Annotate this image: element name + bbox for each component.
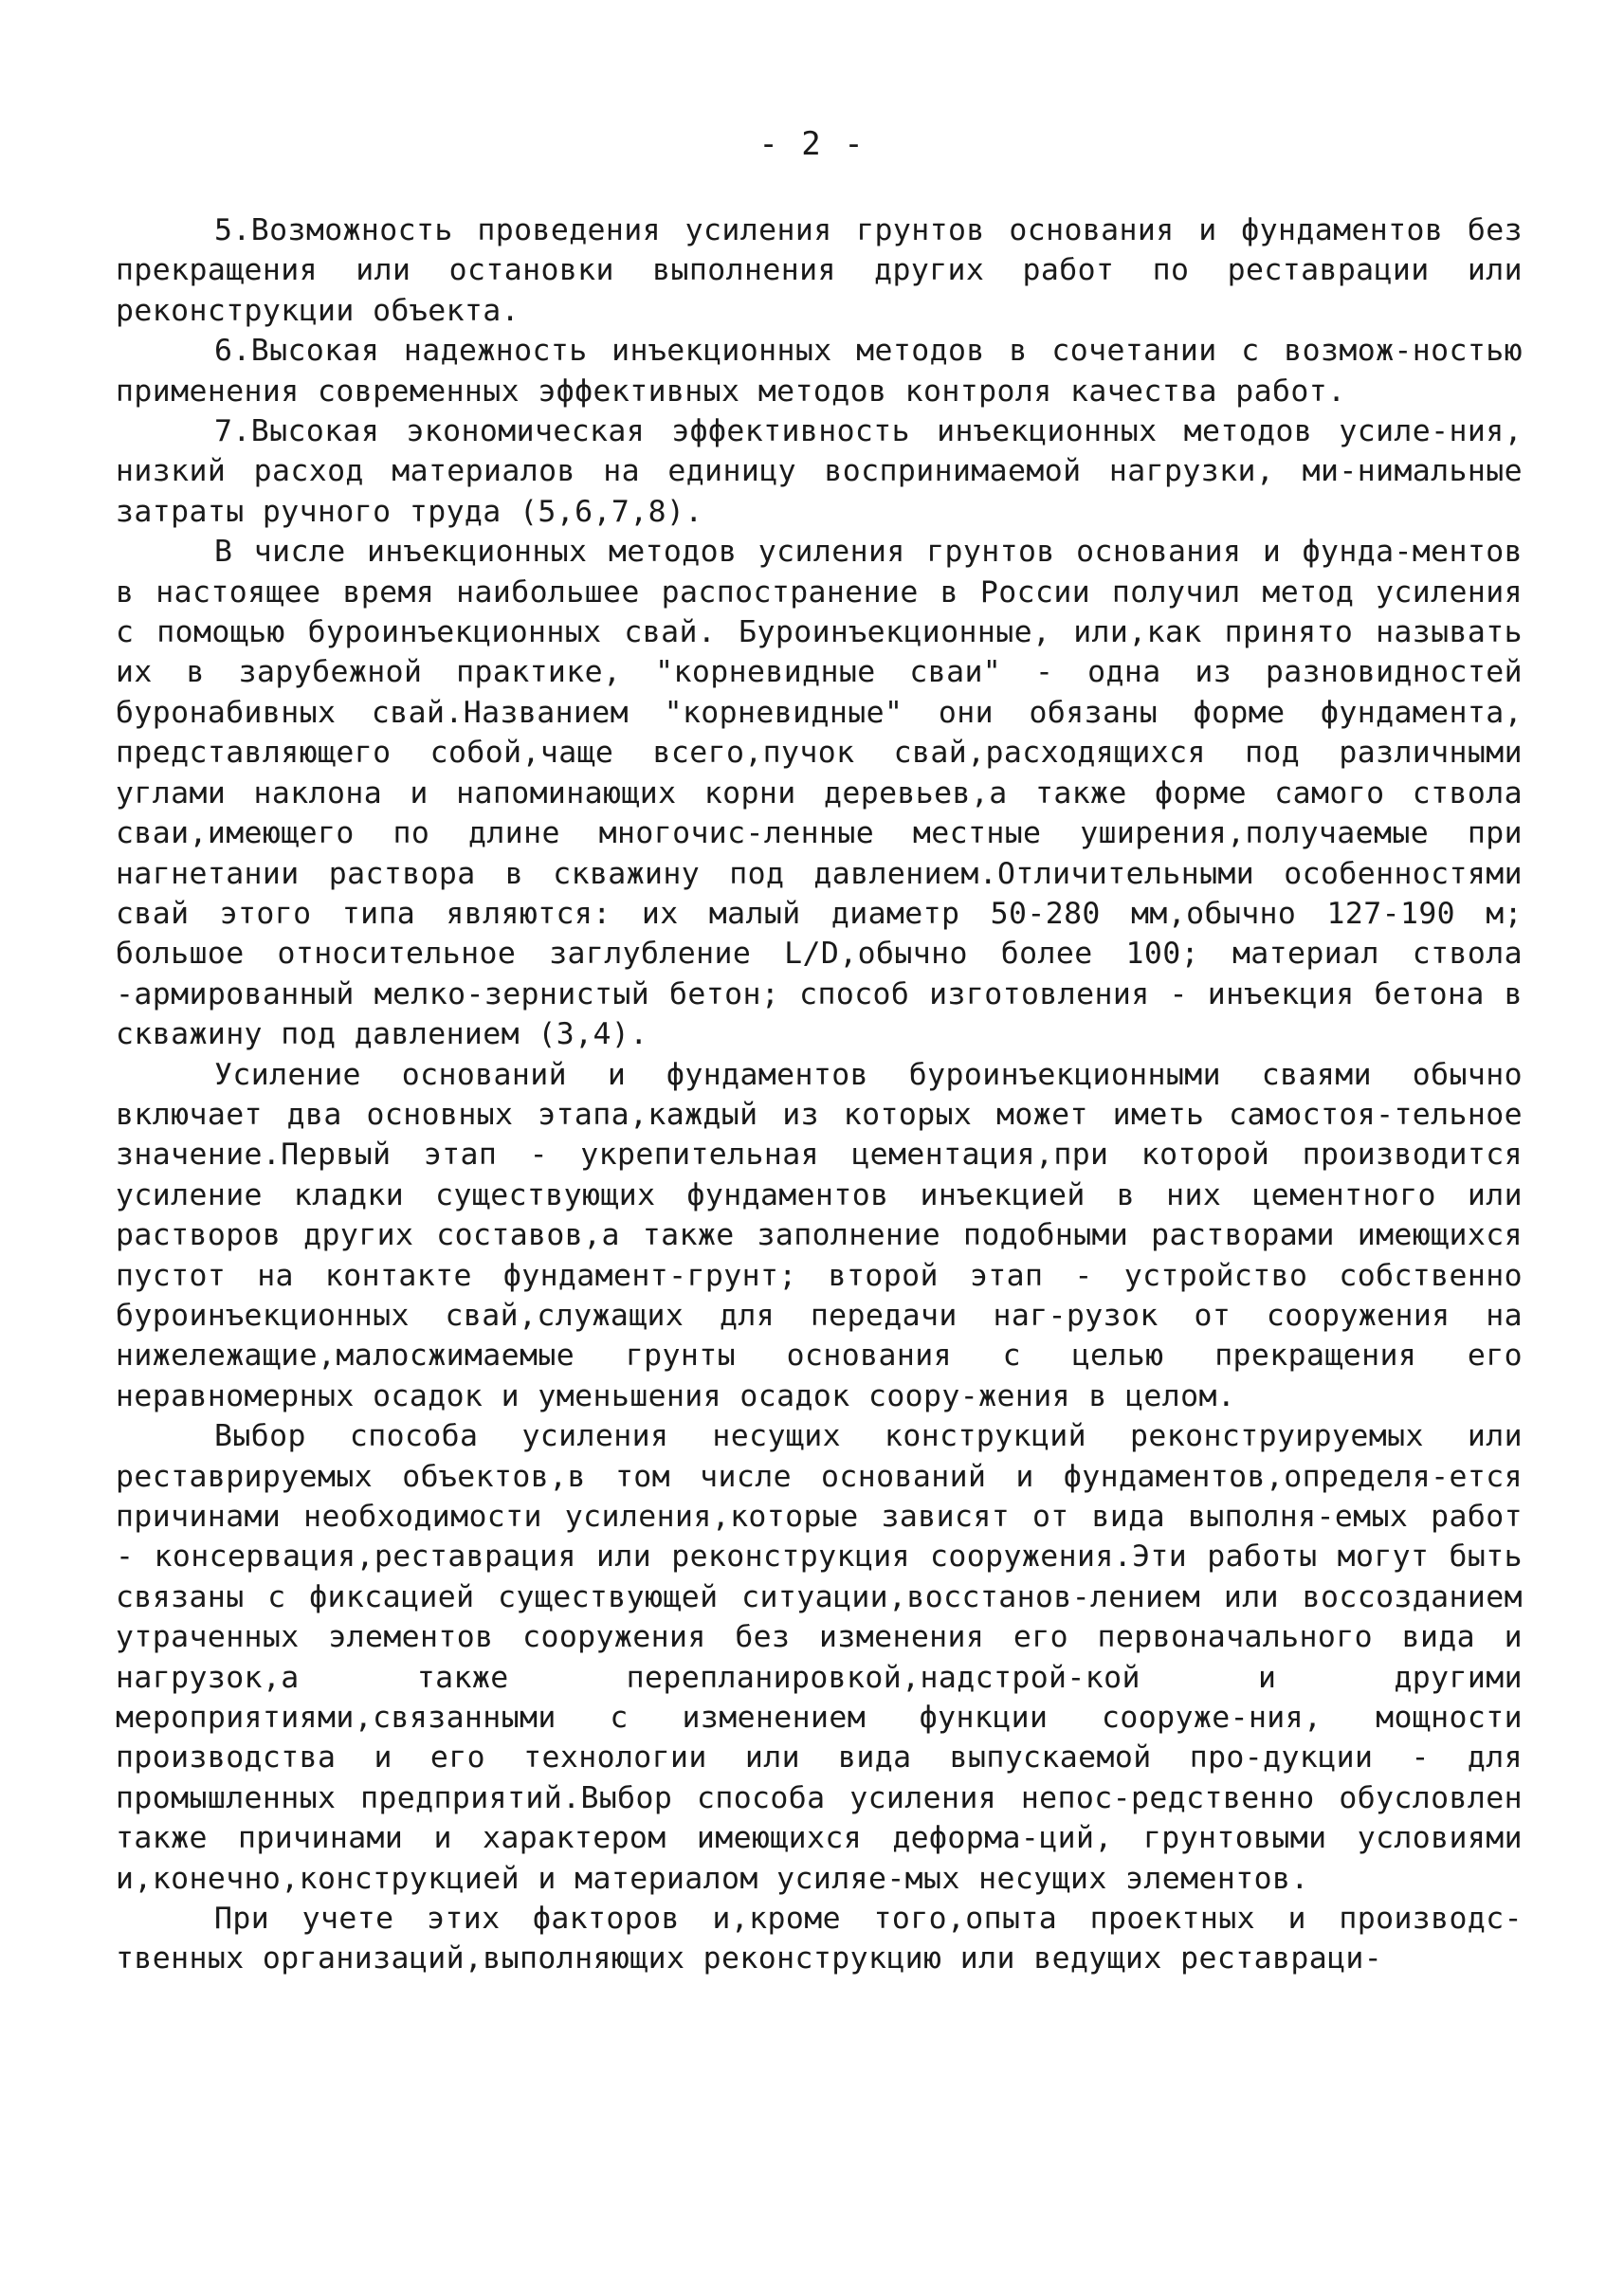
paragraph-factors: При учете этих факторов и,кроме того,опыта проектных и производс-твенных организаций,выполняющих реконструкцию или ведущих реставраци- xyxy=(116,1902,1523,1976)
paragraph-method-choice: Выбор способа усиления несущих конструкций реконструируемых или реставрируемых объектов,в том числе оснований и фундаментов,определя-ется причинами необходимости усиления,которые зависят от вида выполня-емых работ - консервация,реставрация или реконструкция сооружения.Эти работы могут быть связаны с фиксацией существующей ситуации,восстанов-лением или воссозданием утраченных элементов сооружения без изменения его первоначального вида и нагрузок,а также перепланировкой,надстрой-кой и другими мероприятиями,связанными с изменением функции сооруже-ния, мощности производства и его технологии или вида выпускаемой про-дукции - для промышленных предприятий.Выбор способа усиления непос-редственно обусловлен также причинами и характером имеющихся деформа-ций, грунтовыми условиями и,конечно,конструкцией и материалом усиляе-мых несущих элементов. xyxy=(116,1419,1523,1896)
document-body xyxy=(116,210,1523,1979)
paragraph-item-6: 6.Высокая надежность инъекционных методов в сочетании с возмож-ностью применения современных эффективных методов контроля качества работ. xyxy=(116,334,1523,409)
paragraph-injection-methods: В числе инъекционных методов усиления грунтов основания и фунда-ментов в настоящее время наибольшее распостранение в России получил метод усиления с помощью буроинъекционных свай. Буроинъекционные, или,как принято называть их в зарубежной практике, "корневидные сваи" - одна из разновидностей буронабивных свай.Названием "корневидные" они обязаны форме фундамента, представляющего собой,чаще всего,пучок свай,расходящихся под различными углами наклона и напоминающих корни деревьев,а также форме самого ствола сваи,имеющего по длине многочис-ленные местные уширения,получаемые при нагнетании раствора в скважину под давлением.Отличительными особенностями свай этого типа являются: их малый диаметр 50-280 мм,обычно 127-190 м; большое относительное заглубление L/D,обычно более 100; материал ствола -армированный мелко-зернистый бетон; способ изготовления - инъекция бетона в скважину под давлением (3,4). xyxy=(116,535,1523,1052)
paragraph-reinforcement-stages: Усиление оснований и фундаментов буроинъекционными сваями обычно включает два основных этапа,каждый из которых может иметь самостоя-тельное значение.Первый этап - укрепительная цементация,при которой производится усиление кладки существующих фундаментов инъекцией в них цементного или растворов других составов,а также заполнение подобными растворами имеющихся пустот на контакте фундамент-грунт; второй этап - устройство собственно буроинъекционных свай,служащих для передачи наг-рузок от сооружения на нижележащие,малосжимаемые грунты основания с целью прекращения его неравномерных осадок и уменьшения осадок соору-жения в целом. xyxy=(116,1057,1523,1413)
paragraph-item-7: 7.Высокая экономическая эффективность инъекционных методов усиле-ния, низкий расход материалов на единицу воспринимаемой нагрузки, ми-нимальные затраты ручного труда (5,6,7,8). xyxy=(116,414,1523,529)
paragraph-item-5: 5.Возможность проведения усиления грунтов основания и фундаментов без прекращения или остановки выполнения других работ по реставрации или реконструкции объекта. xyxy=(116,213,1523,328)
page-number: - 2 - xyxy=(758,125,866,163)
